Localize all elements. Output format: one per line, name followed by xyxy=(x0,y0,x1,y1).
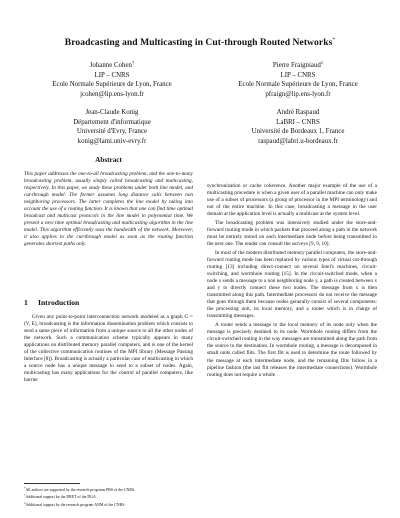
footnote-text: Additional support by the research program ANM of the CNRS. xyxy=(25,502,126,507)
author-affiliation: LIP – CNRS xyxy=(280,71,316,79)
footnote xyxy=(24,493,194,500)
author-name: Jean-Claude Konig xyxy=(85,109,139,116)
author-footnote-mark: † xyxy=(132,60,135,65)
section-number: 1 xyxy=(24,298,28,307)
right-column xyxy=(207,183,377,379)
section-title: Introduction xyxy=(38,298,80,307)
footnote-rule xyxy=(24,483,80,484)
author-name: Pierre Fraigniaud xyxy=(272,62,321,69)
author-affiliation: LIP – CNRS xyxy=(94,71,130,79)
introduction-body xyxy=(24,314,193,384)
footnote-mark: * xyxy=(24,486,26,490)
author-affiliation: LaBRI – CNRS xyxy=(276,118,320,126)
abstract-text: This paper addresses the one-to-all broadcasting problem, and the one-to-many broadcasting problem, usually simply called broadcasting and multicasting, respectively. In this paper, we study these problems under both line model, and cut-through model. The former assumes long distance calls between non neighboring processors. The latter completes the line model by taking into account the use of a routing function. It is known that one can find time optimal broadcast and multicast protocols in the line model in polynomial time. We present a new time optimal broadcasting and multicasting algorithm in the line model. This algorithm efficiently uses the bandwidth of the network. Moreover, it also applies to the cut-through model as soon as the routing function generates shortest paths only. xyxy=(24,171,193,248)
author-block xyxy=(24,58,200,100)
author-name: André Raspaud xyxy=(276,109,320,116)
footnote-text: Additional support by the DRET of the DGA. xyxy=(25,495,97,500)
author-block xyxy=(210,108,386,147)
author-affiliation: Ecole Normale Supérieure de Lyon, France xyxy=(238,81,358,89)
author-block xyxy=(24,108,200,147)
section-heading xyxy=(24,298,193,307)
author-affiliation: Université d'Evry, France xyxy=(76,128,148,136)
paper-title-text: Broadcasting and Multicasting in Cut-through Routed Networks xyxy=(64,37,333,48)
author-email: konig@lami.univ-evry.fr xyxy=(77,138,147,146)
title-footnote-mark: * xyxy=(332,37,336,43)
paragraph: Given any point-to-point interconnection network modeled as a graph G = (V, E), broadcasting is the information dissemination problem which consists to send a same piece of information from a unique source to all the other nodes of the network. Such a communication scheme typically appears in many applications on distributed memory parallel computers, and is one of the kernel of the collective communication routines of the MPI library (Message Passing Interface [8]). Broadcasting is actually a particular case of multicasting in which a source node has a unique message to send to a subset of nodes. Again, multicasting has many applications for the control of parallel computers, like barrier xyxy=(24,314,193,384)
author-affiliation: Université de Bordeaux 1, France xyxy=(251,128,345,136)
author-name: Johanne Cohen xyxy=(89,62,132,69)
footnotes xyxy=(24,486,194,508)
author-footnote-mark: ‡ xyxy=(320,60,324,65)
author-email: pfraign@lip.ens-lyon.fr xyxy=(265,91,331,99)
paragraph: A router sends a message to the local memory of its node only when the message is precisely destined to its node. Wormhole routing differs from the circuit-switched routing in the way messages are transmitted along the path from the source to the destination. In wormhole routing, a message is decomposed in small units called flits. The first flit is used to determine the route followed by the message at each intermediate node, and the remaining flits follow in a pipeline fashion (the last flit releases the intermediate connections). Wormhole routing does not require a whole xyxy=(207,322,377,378)
abstract-heading: Abstract xyxy=(95,156,122,164)
author-affiliation: Ecole Normale Supérieure de Lyon, France xyxy=(52,81,172,89)
footnote xyxy=(24,486,194,493)
author-affiliation: Département d'informatique xyxy=(73,118,151,126)
author-email: raspaud@labri.u-bordeaux.fr xyxy=(258,138,338,146)
footnote-mark: † xyxy=(24,493,26,498)
footnote xyxy=(24,501,194,508)
paper-title xyxy=(0,37,400,48)
paragraph: In most of the modern distributed memory parallel computers, the store-and-forward routing mode has been replaced by various types of virtual cut-through routing [13] including direct-connect on several Intel's machines, circuit-switching, and wormhole routing [15]. In the circuit-switched mode, when a node x sends a message to a non neighboring node y, a path is created between x and y to directly connect these two nodes. The message from x is then transmitted along this path. Intermediate processors do not receive the message that goes through them because nodes generally consist of several components: the processing unit, its local memory, and a router which is in charge of transmitting messages. xyxy=(207,250,377,320)
paragraph: The broadcasting problem was intensively studied under the store-and-forward routing mode in which packets that proceed along a path in the network must be entirely stored on each intermediate node before being transmitted to the next one. The reader can consult the surveys [9, 9, 10]. xyxy=(207,220,377,248)
author-email: jcohen@lip.ens-lyon.fr xyxy=(80,91,144,99)
paragraph: synchronization or cache coherence. Another major example of the use of a multicasting procedure is when a given user of a parallel machine can only make use of a subset of processors (a group of processor in the MPI terminology) and not of the entire machine. In this case, broadcasting a message in the user domain at the application level is actually a multicast at the system level. xyxy=(207,183,377,218)
footnote-text: All authors are supported by the research programs PRS of the CNRS. xyxy=(25,488,136,492)
footnote-mark: ‡ xyxy=(24,500,26,505)
author-block xyxy=(210,58,386,100)
